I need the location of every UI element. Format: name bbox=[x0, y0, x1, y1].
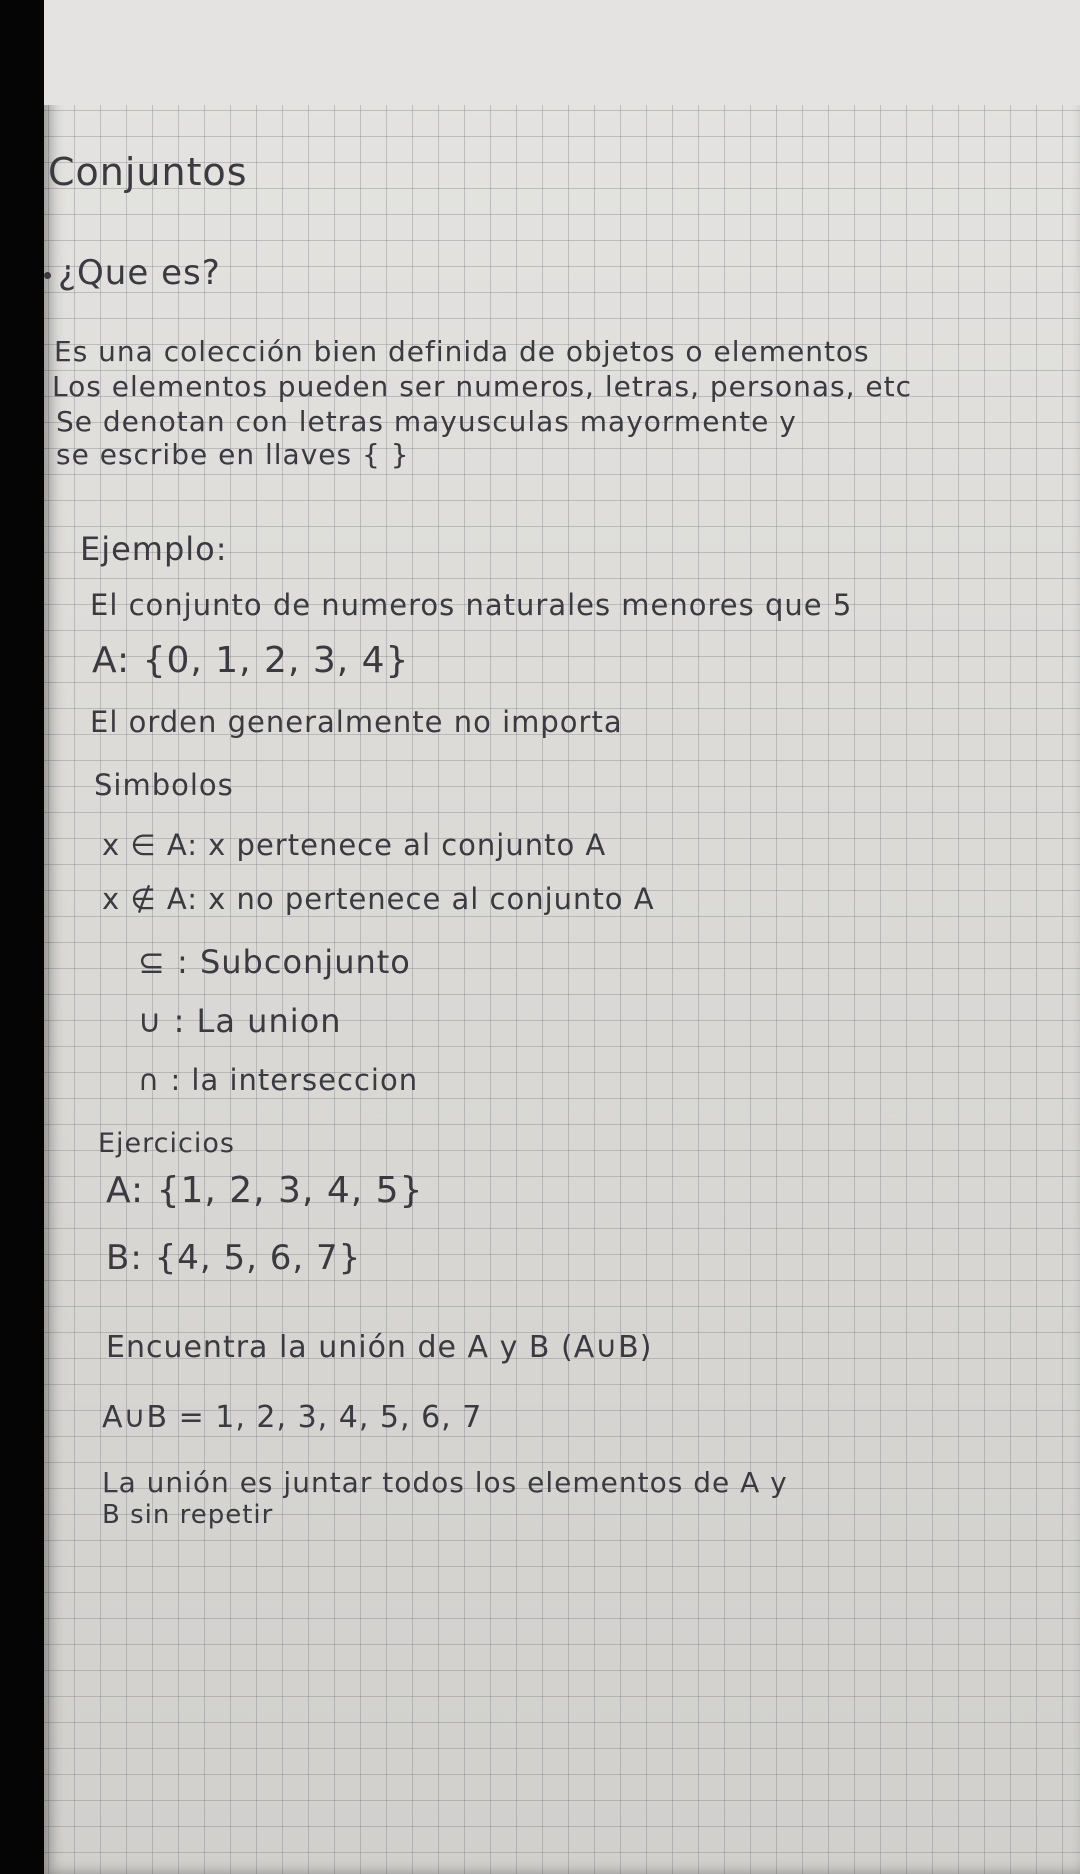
definition-line-2: Los elementos pueden ser numeros, letras, personas, etc bbox=[52, 370, 912, 403]
dark-edge bbox=[0, 0, 50, 1874]
bullet-dot bbox=[44, 272, 51, 279]
symbol-not-element-of: x ∉ A: x no pertenece al conjunto A bbox=[102, 882, 655, 916]
order-note: El orden generalmente no importa bbox=[90, 705, 623, 739]
handwritten-notes bbox=[44, 0, 1080, 1874]
example-set: A: {0, 1, 2, 3, 4} bbox=[92, 640, 410, 681]
example-text: El conjunto de numeros naturales menores que 5 bbox=[90, 588, 853, 622]
page-title: Conjuntos bbox=[48, 150, 248, 194]
definition-line-4: se escribe en llaves { } bbox=[56, 438, 410, 471]
symbol-union: ∪ : La union bbox=[138, 1002, 342, 1040]
exercise-set-b: B: {4, 5, 6, 7} bbox=[106, 1238, 362, 1278]
symbol-element-of: x ∈ A: x pertenece al conjunto A bbox=[102, 828, 607, 862]
exercise-answer: A∪B = 1, 2, 3, 4, 5, 6, 7 bbox=[102, 1400, 483, 1435]
exercises-heading: Ejercicios bbox=[98, 1128, 235, 1159]
symbols-heading: Simbolos bbox=[94, 768, 234, 802]
conclusion-line-1: La unión es juntar todos los elementos de A y bbox=[102, 1466, 788, 1499]
example-heading: Ejemplo: bbox=[80, 530, 228, 568]
definition-line-1: Es una colección bien definida de objetos o elementos bbox=[54, 335, 870, 368]
symbol-intersection: ∩ : la interseccion bbox=[138, 1063, 419, 1097]
definition-line-3: Se denotan con letras mayusculas mayormente y bbox=[56, 405, 797, 438]
symbol-subset: ⊆ : Subconjunto bbox=[138, 943, 411, 981]
exercise-task: Encuentra la unión de A y B (A∪B) bbox=[106, 1330, 653, 1365]
question-heading: ¿Que es? bbox=[58, 253, 221, 293]
conclusion-line-2: B sin repetir bbox=[102, 1500, 274, 1530]
exercise-set-a: A: {1, 2, 3, 4, 5} bbox=[106, 1170, 424, 1211]
